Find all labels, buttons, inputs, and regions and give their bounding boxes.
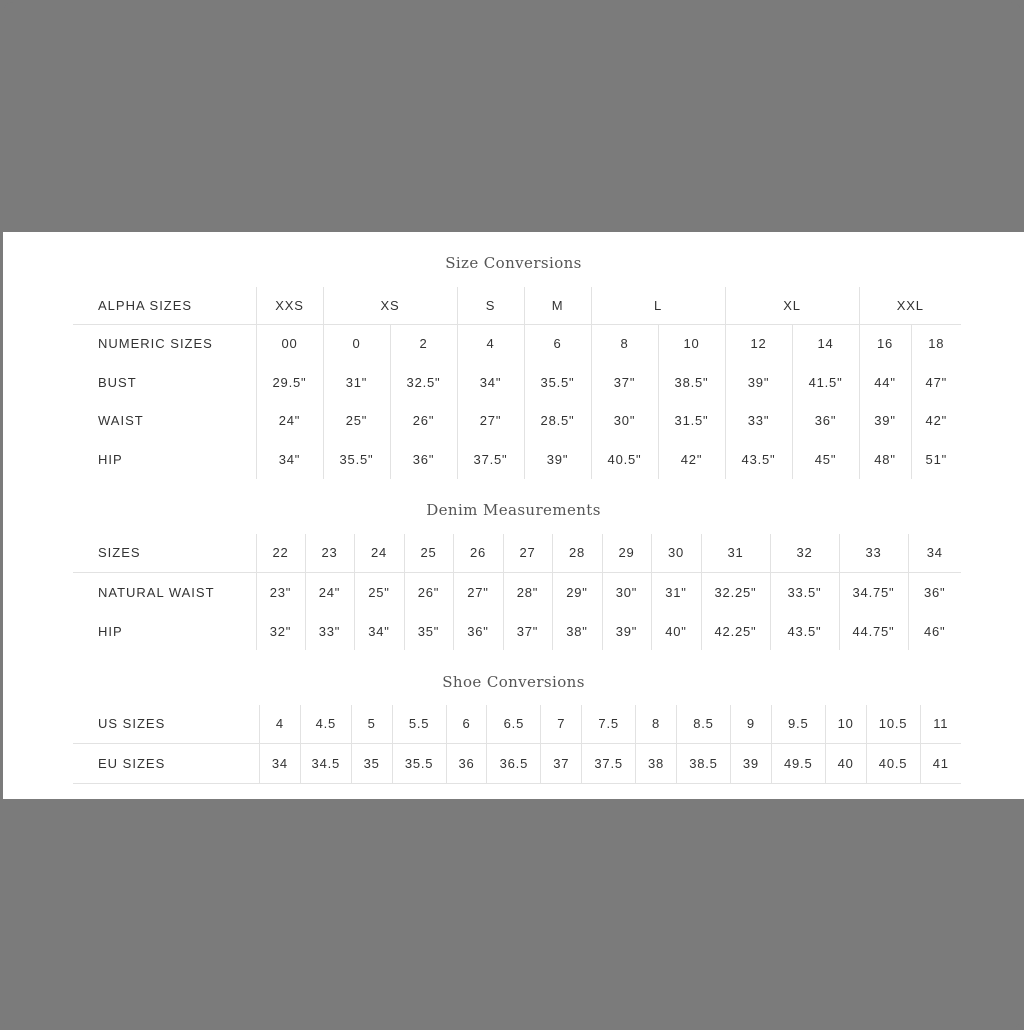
size-cell: 46"	[908, 612, 961, 650]
size-cell: 39"	[524, 439, 591, 479]
size-cell: 35.5"	[323, 439, 390, 479]
eu-sizes-row	[73, 743, 961, 783]
natural-waist-row	[73, 572, 961, 612]
size-cell: 9.5	[771, 705, 825, 743]
size-cell: 33.5"	[770, 572, 839, 612]
alpha-size-cell: XS	[323, 287, 457, 324]
size-chart-panel	[3, 232, 1024, 799]
size-cell: 34"	[457, 363, 524, 401]
size-cell: 32"	[256, 612, 305, 650]
shoe-conversions-table	[73, 705, 961, 784]
row-label: BUST	[98, 374, 137, 390]
row-label: HIP	[98, 623, 123, 639]
size-cell: 34"	[256, 439, 323, 479]
size-cell: 38.5"	[658, 363, 725, 401]
size-cell: 36"	[908, 572, 961, 612]
size-cell: 37	[541, 743, 582, 783]
size-cell: 36"	[792, 401, 859, 439]
size-cell: 35	[351, 743, 392, 783]
alpha-sizes-row	[73, 287, 961, 324]
size-cell: 36"	[453, 612, 503, 650]
size-cell: 38	[636, 743, 677, 783]
alpha-size-cell: M	[524, 287, 591, 324]
size-cell: 24	[354, 534, 404, 572]
size-cell: 30"	[591, 401, 658, 439]
denim-sizes-row	[73, 534, 961, 572]
size-cell: 33"	[305, 612, 354, 650]
size-cell: 37.5"	[457, 439, 524, 479]
size-cell: 18	[911, 324, 961, 363]
size-cell: 41.5"	[792, 363, 859, 401]
alpha-size-cell: S	[457, 287, 524, 324]
alpha-size-cell: XXS	[256, 287, 323, 324]
waist-row	[73, 401, 961, 439]
size-cell: 34	[908, 534, 961, 572]
size-cell: 38.5	[676, 743, 730, 783]
size-cell: 40.5	[866, 743, 920, 783]
size-cell: 44"	[859, 363, 911, 401]
size-cell: 28.5"	[524, 401, 591, 439]
size-cell: 39"	[725, 363, 792, 401]
size-cell: 00	[256, 324, 323, 363]
size-cell: 37"	[591, 363, 658, 401]
size-cell: 40"	[651, 612, 701, 650]
size-cell: 37"	[503, 612, 552, 650]
size-cell: 31"	[323, 363, 390, 401]
size-cell: 36.5	[487, 743, 541, 783]
alpha-size-cell: XXL	[859, 287, 961, 324]
size-cell: 29.5"	[256, 363, 323, 401]
row-label: ALPHA SIZES	[73, 287, 256, 324]
alpha-size-cell: XL	[725, 287, 859, 324]
size-cell: 38"	[552, 612, 602, 650]
size-cell: 11	[920, 705, 961, 743]
row-label: NATURAL WAIST	[98, 584, 215, 600]
size-cell: 23	[305, 534, 354, 572]
size-cell: 7.5	[582, 705, 636, 743]
size-cell: 22	[256, 534, 305, 572]
size-cell: 4.5	[300, 705, 351, 743]
size-cell: 31"	[651, 572, 701, 612]
size-cell: 31	[701, 534, 770, 572]
size-cell: 47"	[911, 363, 961, 401]
size-cell: 43.5"	[725, 439, 792, 479]
size-cell: 25	[404, 534, 453, 572]
size-cell: 14	[792, 324, 859, 363]
size-cell: 26"	[390, 401, 457, 439]
size-cell: 31.5"	[658, 401, 725, 439]
size-cell: 32	[770, 534, 839, 572]
size-cell: 6.5	[487, 705, 541, 743]
size-cell: 33	[839, 534, 908, 572]
size-conversions-table	[73, 287, 961, 479]
hip-row	[73, 439, 961, 479]
size-cell: 49.5	[771, 743, 825, 783]
size-cell: 25"	[354, 572, 404, 612]
size-cell: 24"	[305, 572, 354, 612]
denim-hip-row	[73, 612, 961, 650]
row-label: HIP	[98, 451, 123, 467]
size-cell: 0	[323, 324, 390, 363]
size-cell: 27"	[453, 572, 503, 612]
size-cell: 39	[730, 743, 771, 783]
size-cell: 42"	[658, 439, 725, 479]
numeric-sizes-row	[73, 324, 961, 363]
size-cell: 48"	[859, 439, 911, 479]
size-cell: 36"	[390, 439, 457, 479]
denim-measurements-table	[73, 534, 961, 650]
size-cell: 40.5"	[591, 439, 658, 479]
size-cell: 43.5"	[770, 612, 839, 650]
size-cell: 42"	[911, 401, 961, 439]
us-sizes-row	[73, 705, 961, 743]
row-label: EU SIZES	[73, 743, 260, 783]
size-cell: 2	[390, 324, 457, 363]
size-conversions-title: Size Conversions	[445, 254, 582, 272]
size-cell: 30	[651, 534, 701, 572]
size-cell: 51"	[911, 439, 961, 479]
size-cell: 8	[591, 324, 658, 363]
size-cell: 4	[260, 705, 301, 743]
size-cell: 34.5	[300, 743, 351, 783]
size-cell: 36	[446, 743, 487, 783]
size-cell: 28	[552, 534, 602, 572]
size-cell: 39"	[602, 612, 651, 650]
size-cell: 27	[503, 534, 552, 572]
size-cell: 10	[825, 705, 866, 743]
size-cell: 6	[446, 705, 487, 743]
size-cell: 8.5	[676, 705, 730, 743]
size-cell: 26"	[404, 572, 453, 612]
size-cell: 7	[541, 705, 582, 743]
shoe-conversions-title: Shoe Conversions	[442, 673, 585, 691]
size-cell: 4	[457, 324, 524, 363]
size-cell: 35"	[404, 612, 453, 650]
size-cell: 35.5	[392, 743, 446, 783]
size-cell: 34"	[354, 612, 404, 650]
denim-measurements-title: Denim Measurements	[426, 501, 601, 519]
size-cell: 16	[859, 324, 911, 363]
size-cell: 27"	[457, 401, 524, 439]
size-cell: 29	[602, 534, 651, 572]
size-cell: 6	[524, 324, 591, 363]
size-cell: 28"	[503, 572, 552, 612]
size-cell: 44.75"	[839, 612, 908, 650]
size-cell: 8	[636, 705, 677, 743]
size-cell: 32.5"	[390, 363, 457, 401]
size-cell: 24"	[256, 401, 323, 439]
size-cell: 30"	[602, 572, 651, 612]
size-cell: 32.25"	[701, 572, 770, 612]
size-cell: 9	[730, 705, 771, 743]
size-cell: 40	[825, 743, 866, 783]
size-cell: 34.75"	[839, 572, 908, 612]
size-cell: 35.5"	[524, 363, 591, 401]
size-cell: 37.5	[582, 743, 636, 783]
size-cell: 25"	[323, 401, 390, 439]
alpha-size-cell: L	[591, 287, 725, 324]
size-cell: 5.5	[392, 705, 446, 743]
row-label: WAIST	[98, 412, 144, 428]
row-label: SIZES	[73, 534, 256, 572]
size-cell: 10	[658, 324, 725, 363]
size-cell: 29"	[552, 572, 602, 612]
size-cell: 34	[260, 743, 301, 783]
size-cell: 41	[920, 743, 961, 783]
size-cell: 33"	[725, 401, 792, 439]
size-cell: 23"	[256, 572, 305, 612]
size-cell: 12	[725, 324, 792, 363]
size-cell: 42.25"	[701, 612, 770, 650]
row-label: US SIZES	[73, 705, 260, 743]
size-cell: 10.5	[866, 705, 920, 743]
size-cell: 26	[453, 534, 503, 572]
size-cell: 39"	[859, 401, 911, 439]
size-cell: 5	[351, 705, 392, 743]
size-cell: 45"	[792, 439, 859, 479]
row-label: NUMERIC SIZES	[98, 336, 213, 352]
bust-row	[73, 363, 961, 401]
